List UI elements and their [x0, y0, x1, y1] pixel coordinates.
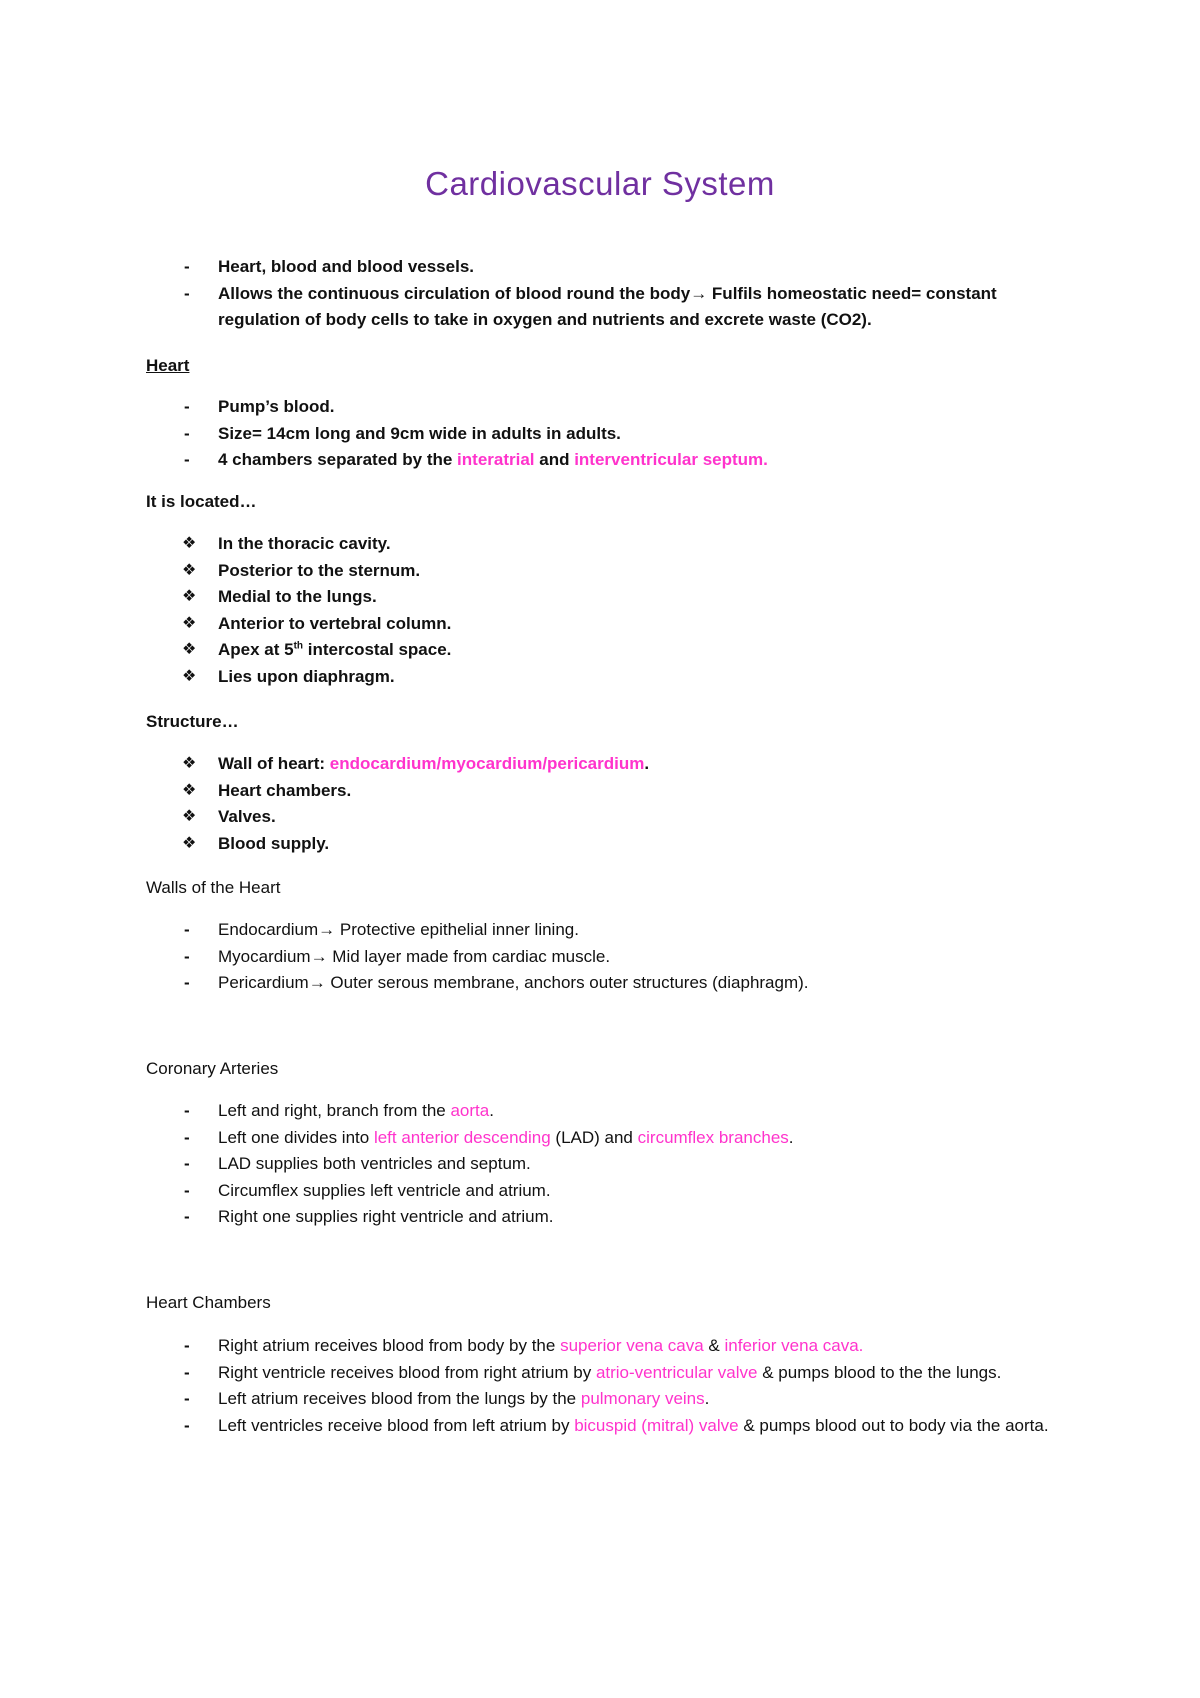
list-item	[146, 831, 1066, 858]
list-item-text: Right one supplies right ventricle and atrium.	[218, 1207, 554, 1227]
list-item-text: Left and right, branch from the	[218, 1101, 451, 1120]
highlight-term: inferior vena cava.	[724, 1336, 864, 1355]
structure-list	[146, 751, 1066, 857]
list-item	[146, 558, 1066, 585]
list-item-text: & pumps blood out to body via the aorta.	[738, 1415, 1049, 1435]
diamond-bullet-icon: ❖	[182, 561, 197, 579]
list-item	[146, 1151, 1066, 1178]
highlight-term: atrio-ventricular valve	[595, 1362, 758, 1382]
list-item	[146, 447, 1066, 474]
heading-coronary: Coronary Arteries	[146, 1059, 279, 1078]
dash-bullet: -	[184, 1389, 190, 1409]
diamond-bullet-icon: ❖	[182, 535, 197, 552]
intro-list	[146, 254, 1066, 334]
list-item-text: Size= 14cm long and 9cm wide in adults in adults.	[218, 423, 621, 443]
diamond-bullet-icon: ❖	[182, 808, 197, 826]
heading-structure: Structure…	[146, 712, 239, 731]
highlight-term: aorta	[450, 1101, 490, 1120]
diamond-bullet-icon: ❖	[182, 834, 197, 852]
list-item-text: Anterior to vertebral column.	[218, 613, 452, 633]
highlight-term: bicuspid (mitral) valve	[574, 1415, 739, 1435]
list-item	[146, 917, 1066, 944]
list-item-text: intercostal space.	[303, 640, 452, 660]
list-item-text: Allows the continuous circulation of blood round the body→ Fulfils homeostatic need= constant regulation of body cells to take in oxygen and nutrients and excrete waste (CO2).	[218, 283, 997, 330]
list-item-text: Endocardium→ Protective epithelial inner lining.	[218, 920, 579, 939]
list-item-text: 4 chambers separated by the	[218, 450, 458, 470]
dash-bullet: -	[184, 397, 190, 416]
list-item	[146, 1098, 1066, 1125]
list-item	[146, 531, 1066, 558]
list-item-text: LAD supplies both ventricles and septum.	[218, 1154, 531, 1174]
highlight-term: interventricular septum.	[574, 450, 768, 470]
list-item-text: Heart, blood and blood vessels.	[218, 257, 474, 276]
list-item-text: Left ventricles receive blood from left atrium by	[218, 1415, 575, 1435]
list-item-text: Lies upon diaphragm.	[218, 666, 395, 686]
diamond-bullet-icon: ❖	[182, 588, 197, 606]
list-item-text: Pump’s blood.	[218, 397, 335, 416]
list-item	[146, 944, 1066, 971]
list-item	[146, 1204, 1066, 1231]
list-item-text: & pumps blood to the the lungs.	[757, 1362, 1002, 1382]
highlight-term: pulmonary veins	[580, 1389, 705, 1409]
list-item-text: Apex at 5	[218, 640, 294, 660]
highlight-term: circumflex branches	[637, 1127, 789, 1147]
list-item-text: &	[703, 1336, 725, 1355]
list-item-text: and	[534, 450, 575, 470]
list-item	[146, 281, 1066, 334]
dash-bullet: -	[184, 1336, 190, 1355]
diamond-bullet-icon: ❖	[182, 641, 197, 659]
list-item-text: Valves.	[218, 807, 276, 827]
list-item-text: In the thoracic cavity.	[218, 534, 391, 553]
coronary-list	[146, 1098, 1066, 1231]
dash-bullet: -	[184, 1154, 190, 1174]
list-item	[146, 637, 1066, 664]
list-item	[146, 751, 1066, 778]
dash-bullet: -	[184, 283, 190, 303]
heading-walls: Walls of the Heart	[146, 878, 281, 897]
superscript: th	[293, 640, 304, 652]
dash-bullet: -	[184, 423, 190, 443]
highlight-term: left anterior descending	[373, 1127, 551, 1147]
heading-chambers: Heart Chambers	[146, 1293, 271, 1312]
dash-bullet: -	[184, 1362, 190, 1382]
list-item	[146, 970, 1066, 997]
list-item	[146, 421, 1066, 448]
dash-bullet: -	[184, 973, 190, 993]
highlight-term: interatrial	[457, 450, 535, 470]
list-item	[146, 254, 1066, 281]
highlight-term: endocardium/myocardium/pericardium	[329, 754, 645, 773]
list-item	[146, 1125, 1066, 1152]
heart-list	[146, 394, 1066, 474]
list-item-text: Myocardium→ Mid layer made from cardiac muscle.	[218, 946, 611, 966]
list-item	[146, 804, 1066, 831]
list-item-text: Posterior to the sternum.	[218, 560, 421, 580]
dash-bullet: -	[184, 1127, 190, 1147]
located-list	[146, 531, 1066, 691]
list-item	[146, 778, 1066, 805]
diamond-bullet-icon: ❖	[182, 667, 197, 685]
list-item	[146, 584, 1066, 611]
dash-bullet: -	[184, 1101, 190, 1120]
list-item-text: .	[788, 1127, 794, 1147]
list-item-text: Right atrium receives blood from body by the	[218, 1336, 561, 1355]
list-item	[146, 1413, 1066, 1440]
list-item-text: Heart chambers.	[218, 780, 352, 800]
list-item	[146, 1360, 1066, 1387]
list-item-text: Left one divides into	[218, 1127, 374, 1147]
list-item	[146, 611, 1066, 638]
chambers-list	[146, 1333, 1066, 1439]
diamond-bullet-icon: ❖	[182, 755, 197, 772]
dash-bullet: -	[184, 1415, 190, 1435]
list-item-text: Wall of heart:	[218, 754, 330, 773]
list-item-text: Medial to the lungs.	[218, 587, 377, 607]
page-title: Cardiovascular System	[425, 165, 775, 202]
walls-list	[146, 917, 1066, 997]
list-item	[146, 394, 1066, 421]
list-item	[146, 664, 1066, 691]
dash-bullet: -	[184, 257, 190, 276]
list-item-text: Left atrium receives blood from the lungs by the	[218, 1389, 581, 1409]
heading-heart: Heart	[146, 356, 190, 375]
diamond-bullet-icon: ❖	[182, 614, 197, 632]
list-item-text: Right ventricle receives blood from right atrium by	[218, 1362, 596, 1382]
list-item-text: (LAD) and	[550, 1127, 638, 1147]
list-item	[146, 1386, 1066, 1413]
dash-bullet: -	[184, 1180, 190, 1200]
heading-located: It is located…	[146, 492, 257, 511]
list-item-text: .	[644, 754, 650, 773]
dash-bullet: -	[184, 920, 190, 939]
highlight-term: superior vena cava	[560, 1336, 704, 1355]
list-item-text: Blood supply.	[218, 833, 330, 853]
list-item-text: Circumflex supplies left ventricle and atrium.	[218, 1180, 551, 1200]
list-item-text: .	[489, 1101, 494, 1120]
list-item	[146, 1178, 1066, 1205]
dash-bullet: -	[184, 450, 190, 470]
list-item-text: .	[704, 1389, 710, 1409]
dash-bullet: -	[184, 946, 190, 966]
diamond-bullet-icon: ❖	[182, 781, 197, 799]
list-item-text: Pericardium→ Outer serous membrane, anchors outer structures (diaphragm).	[218, 973, 809, 993]
list-item	[146, 1333, 1066, 1360]
dash-bullet: -	[184, 1207, 190, 1227]
